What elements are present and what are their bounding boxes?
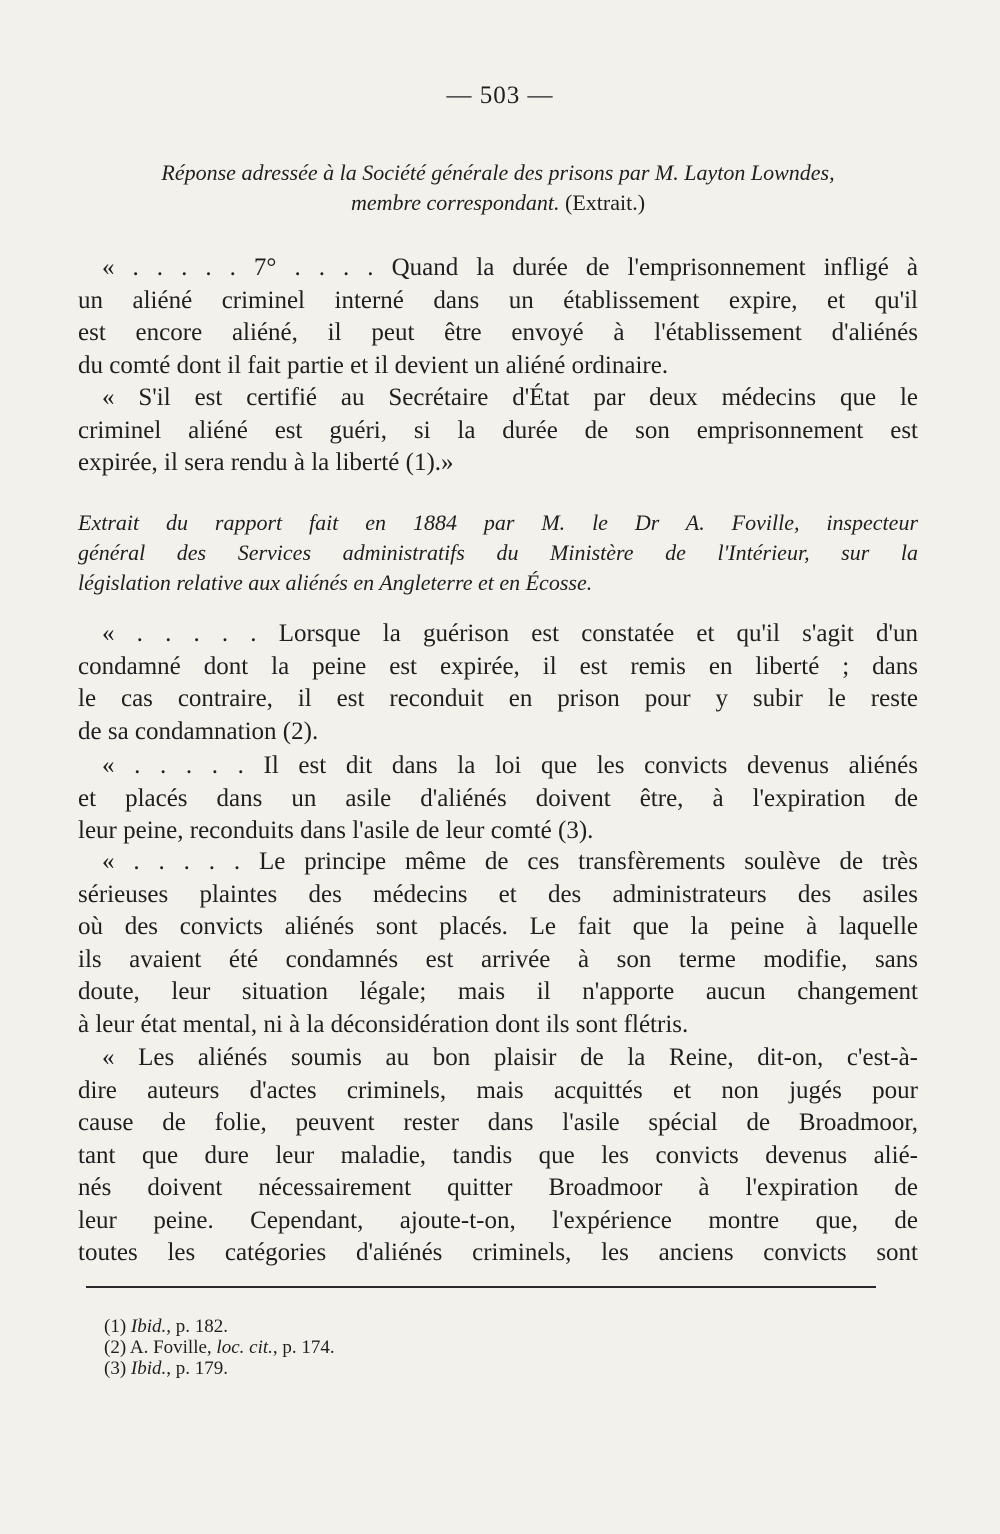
heading-roman-part: (Extrait.) [559,190,646,215]
paragraph-guerison [78,618,918,748]
heading-line [78,188,918,218]
text-line: à leur état mental, ni à la déconsidération dont ils sont flétris. [78,1010,689,1038]
text-line: cause de folie, peuvent rester dans l'asile spécial de Broadmoor, [78,1109,918,1136]
text-line: « . . . . . 7° . . . . Quand la durée de l'emprisonnement infligé à [102,254,918,281]
text-line: du comté dont il fait partie et il devient un aliéné ordinaire. [78,351,669,379]
heading-line: Extrait du rapport fait en 1884 par M. le Dr A. Foville, inspecteur [78,510,918,535]
text-line: et placés dans un asile d'aliénés doivent être, à l'expiration de [78,784,918,812]
text-line: expirée, il sera rendu à la liberté (1).» [78,449,454,476]
paragraph-reine [78,1042,918,1270]
footnote-1 [104,1316,704,1337]
footnote-italic: Ibid. [130,1358,167,1379]
heading-line: législation relative aux aliénés en Angleterre et en Écosse. [78,570,593,595]
footnote-italic: loc. cit. [216,1337,273,1358]
footnote-italic: Ibid. [130,1316,167,1337]
text-line: sérieuses plaintes des médecins et des administrateurs des asiles [78,880,918,908]
text-line: un aliéné criminel interné dans un établissement expire, et qu'il [78,286,918,314]
heading-line: général des Services administratifs du Ministère de l'Intérieur, sur la [78,540,918,565]
text-line: leur peine. Cependant, ajoute-t-on, l'expérience montre que, de [78,1206,918,1234]
text-line: toutes les catégories d'aliénés criminels, les anciens convicts sont [78,1239,918,1266]
text-line: tant que dure leur maladie, tandis que les convicts devenus alié- [78,1141,918,1169]
footnote-2 [104,1337,704,1358]
text-line: criminel aliéné est guéri, si la durée de son emprisonnement est [78,416,918,444]
text-line: doute, leur situation légale; mais il n'apporte aucun changement [78,978,918,1005]
footnote-text: , p. 174. [272,1337,335,1358]
text-line: dire auteurs d'actes criminels, mais acquittés et non jugés pour [78,1076,918,1104]
footnote-text: (3) [104,1358,131,1379]
paragraph-transferements [78,846,918,1041]
text-line: ils avaient été condamnés est arrivée à son terme modifie, sans [78,945,918,973]
footnote-text: , p. 182. [166,1316,229,1337]
text-line: condamné dont la peine est expirée, il est remis en liberté ; dans [78,652,918,680]
heading-line: Réponse adressée à la Société générale des prisons par M. Layton Lowndes, [161,160,835,185]
text-line: où des convicts aliénés sont placés. Le fait que la peine à laquelle [78,913,918,940]
section-heading-foville [78,508,918,598]
footnote-divider [86,1286,876,1288]
text-line: « Les aliénés soumis au bon plaisir de la Reine, dit-on, c'est-à- [102,1044,918,1071]
paragraph-secretaire [78,382,918,480]
text-line: leur peine, reconduits dans l'asile de leur comté (3). [78,817,594,844]
text-line: « S'il est certifié au Secrétaire d'État par deux médecins que le [102,384,918,411]
text-line: le cas contraire, il est reconduit en prison pour y subir le reste [78,685,918,712]
text-line: « . . . . . Lorsque la guérison est constatée et qu'il s'agit d'un [102,620,918,647]
footnotes [104,1316,704,1379]
paragraph-loi [78,750,918,848]
text-line: « . . . . . Il est dit dans la loi que les convicts devenus aliénés [102,752,918,779]
footnote-text: , p. 179. [166,1358,229,1379]
page-number: — 503 — [446,82,554,109]
text-line: est encore aliéné, il peut être envoyé à l'établissement d'aliénés [78,319,918,346]
section-heading-lowndes [78,158,918,218]
text-line: de sa condamnation (2). [78,717,319,745]
footnote-3 [104,1358,704,1379]
footnote-text: (1) [104,1316,131,1337]
footnote-text: (2) A. Foville, [104,1337,217,1358]
heading-italic-part: membre correspondant. [350,190,560,215]
text-line: « . . . . . Le principe même de ces transfèrements soulève de très [102,848,918,875]
text-line: nés doivent nécessairement quitter Broadmoor à l'expiration de [78,1174,918,1201]
paragraph-7 [78,252,918,382]
